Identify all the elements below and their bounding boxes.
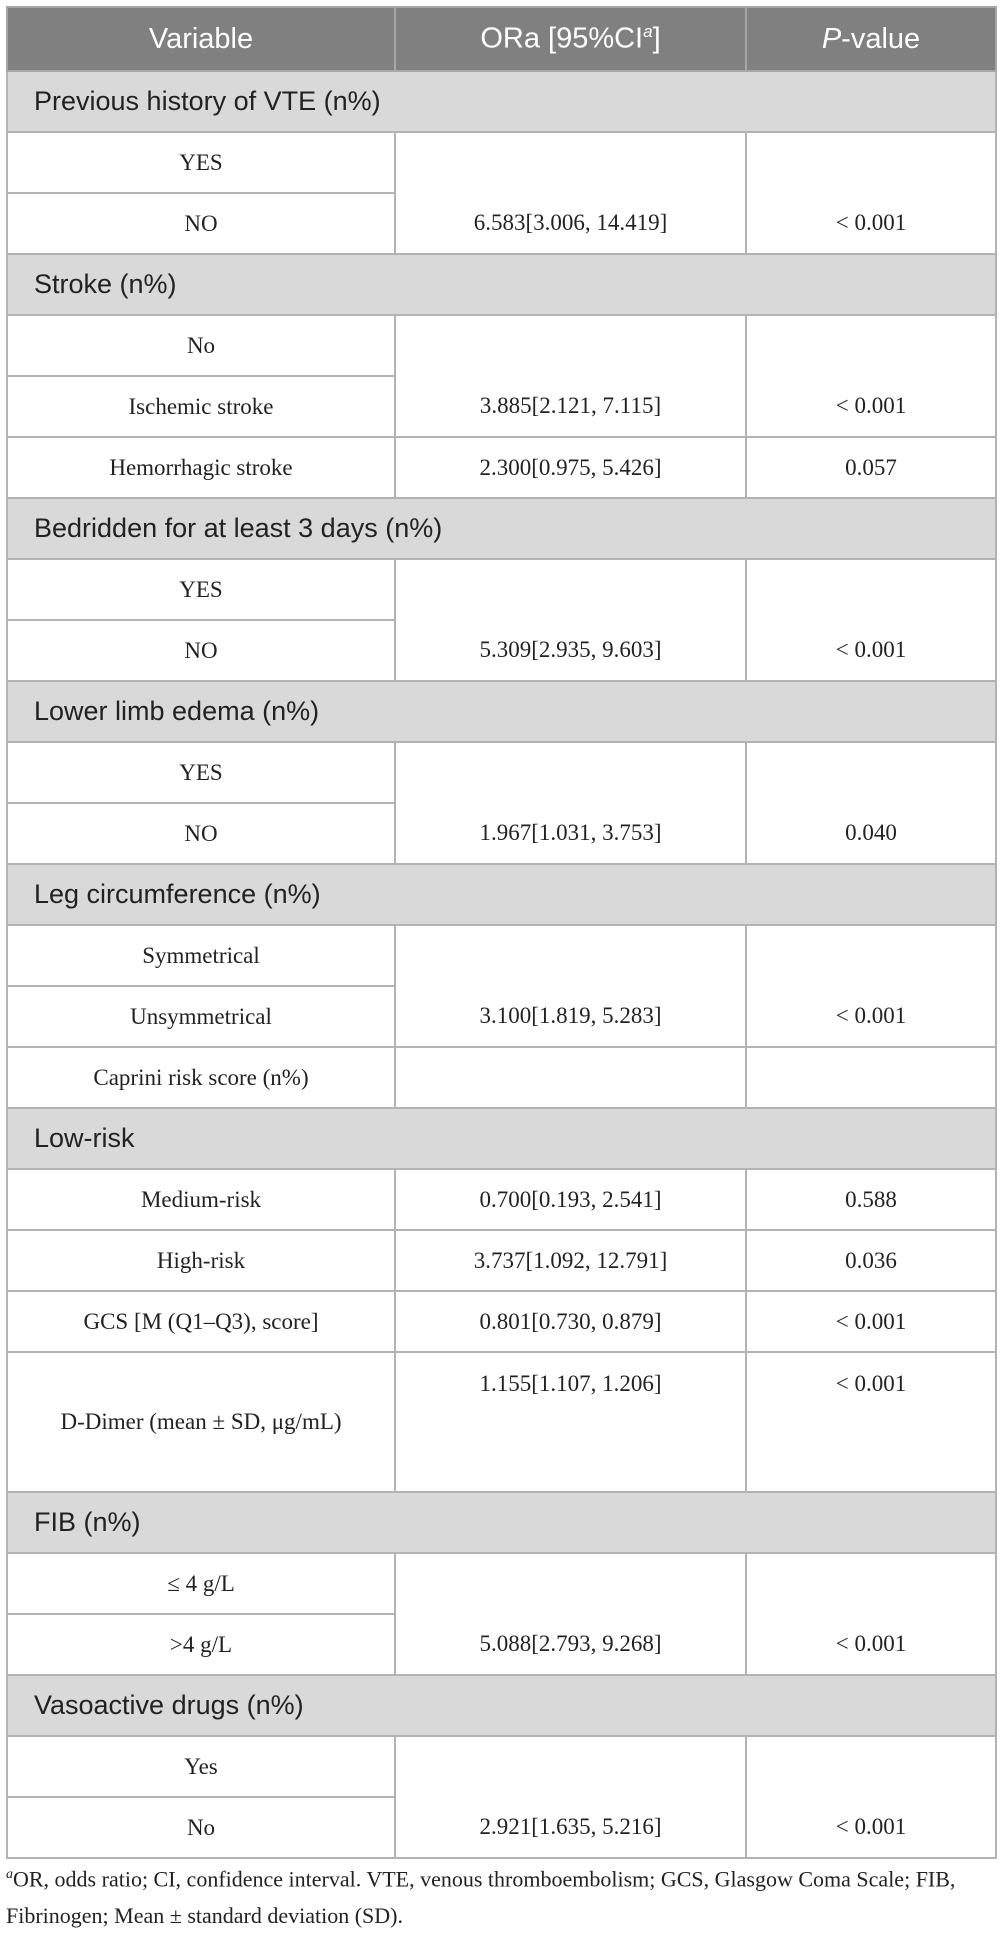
p-value-cell: < 0.001 [746, 1291, 996, 1352]
p-value-cell: < 0.001 [746, 1352, 996, 1492]
table-row [7, 1291, 996, 1352]
p-value-cell: 0.588 [746, 1169, 996, 1230]
ora-cell: 5.309[2.935, 9.603] [395, 559, 746, 681]
ora-cell: 3.737[1.092, 12.791] [395, 1230, 746, 1291]
group-row [7, 71, 996, 132]
table-body [7, 71, 996, 1858]
group-row [7, 498, 996, 559]
footnote-text: OR, odds ratio; CI, confidence interval. VTE, venous thromboembolism; GCS, Glasgow Coma Scale; FIB, Fibrinogen; Mean ± standard deviation (SD). [6, 1866, 956, 1929]
group-row [7, 1108, 996, 1169]
variable-cell: High-risk [7, 1230, 395, 1291]
p-value-cell: < 0.001 [746, 1736, 996, 1858]
header-ora [395, 7, 746, 71]
results-table-container [6, 6, 995, 1859]
group-label: Stroke (n%) [7, 254, 996, 315]
table-row [7, 559, 996, 620]
ora-cell: 1.155[1.107, 1.206] [395, 1352, 746, 1492]
group-label: Lower limb edema (n%) [7, 681, 996, 742]
p-value-cell: < 0.001 [746, 1553, 996, 1675]
variable-cell: No [7, 315, 395, 376]
group-row [7, 254, 996, 315]
variable-cell: YES [7, 559, 395, 620]
group-row [7, 1675, 996, 1736]
table-row [7, 132, 996, 193]
variable-cell: D-Dimer (mean ± SD, μg/mL) [7, 1352, 395, 1492]
header-variable: Variable [7, 7, 395, 71]
variable-cell: NO [7, 620, 395, 681]
variable-cell: No [7, 1797, 395, 1858]
footnote-marker: a [6, 1867, 13, 1882]
variable-cell: GCS [M (Q1–Q3), score] [7, 1291, 395, 1352]
variable-cell: Symmetrical [7, 925, 395, 986]
variable-cell: YES [7, 132, 395, 193]
ora-cell: 0.700[0.193, 2.541] [395, 1169, 746, 1230]
group-row [7, 864, 996, 925]
variable-cell: YES [7, 742, 395, 803]
table-footnote [6, 1856, 996, 1934]
table-row [7, 1553, 996, 1614]
group-label: Bedridden for at least 3 days (n%) [7, 498, 996, 559]
header-p-italic: P [821, 22, 842, 55]
variable-cell: Unsymmetrical [7, 986, 395, 1047]
ora-cell: 2.300[0.975, 5.426] [395, 437, 746, 498]
header-ora-text: ORa [95%CI [480, 22, 644, 55]
table-row [7, 437, 996, 498]
ora-cell [395, 1047, 746, 1108]
table-row [7, 1047, 996, 1108]
ora-cell: 3.100[1.819, 5.283] [395, 925, 746, 1047]
variable-cell: >4 g/L [7, 1614, 395, 1675]
p-value-cell [746, 1047, 996, 1108]
p-value-cell: 0.040 [746, 742, 996, 864]
group-label: Previous history of VTE (n%) [7, 71, 996, 132]
variable-cell: NO [7, 193, 395, 254]
group-row [7, 681, 996, 742]
variable-cell: Caprini risk score (n%) [7, 1047, 395, 1108]
table-row [7, 1169, 996, 1230]
p-value-cell: 0.036 [746, 1230, 996, 1291]
table-row [7, 1736, 996, 1797]
p-value-cell: 0.057 [746, 437, 996, 498]
group-label: Leg circumference (n%) [7, 864, 996, 925]
table-row [7, 742, 996, 803]
header-p-rest: -value [841, 22, 921, 55]
odds-ratio-table [6, 6, 997, 1859]
group-row [7, 1492, 996, 1553]
header-ora-end: ] [652, 22, 661, 55]
ora-cell: 3.885[2.121, 7.115] [395, 315, 746, 437]
p-value-cell: < 0.001 [746, 315, 996, 437]
table-row [7, 1352, 996, 1492]
p-value-cell: < 0.001 [746, 925, 996, 1047]
ora-cell: 1.967[1.031, 3.753] [395, 742, 746, 864]
ora-cell: 5.088[2.793, 9.268] [395, 1553, 746, 1675]
variable-cell: Yes [7, 1736, 395, 1797]
ora-cell: 2.921[1.635, 5.216] [395, 1736, 746, 1858]
header-ora-sup: a [643, 22, 653, 42]
p-value-cell: < 0.001 [746, 132, 996, 254]
table-header-row [7, 7, 996, 71]
variable-cell: ≤ 4 g/L [7, 1553, 395, 1614]
group-label: FIB (n%) [7, 1492, 996, 1553]
table-row [7, 315, 996, 376]
table-row [7, 1230, 996, 1291]
ora-cell: 6.583[3.006, 14.419] [395, 132, 746, 254]
header-p-value [746, 7, 996, 71]
table-row [7, 925, 996, 986]
p-value-cell: < 0.001 [746, 559, 996, 681]
variable-cell: Medium-risk [7, 1169, 395, 1230]
variable-cell: Hemorrhagic stroke [7, 437, 395, 498]
variable-cell: NO [7, 803, 395, 864]
group-label: Vasoactive drugs (n%) [7, 1675, 996, 1736]
variable-cell: Ischemic stroke [7, 376, 395, 437]
group-label: Low-risk [7, 1108, 996, 1169]
ora-cell: 0.801[0.730, 0.879] [395, 1291, 746, 1352]
